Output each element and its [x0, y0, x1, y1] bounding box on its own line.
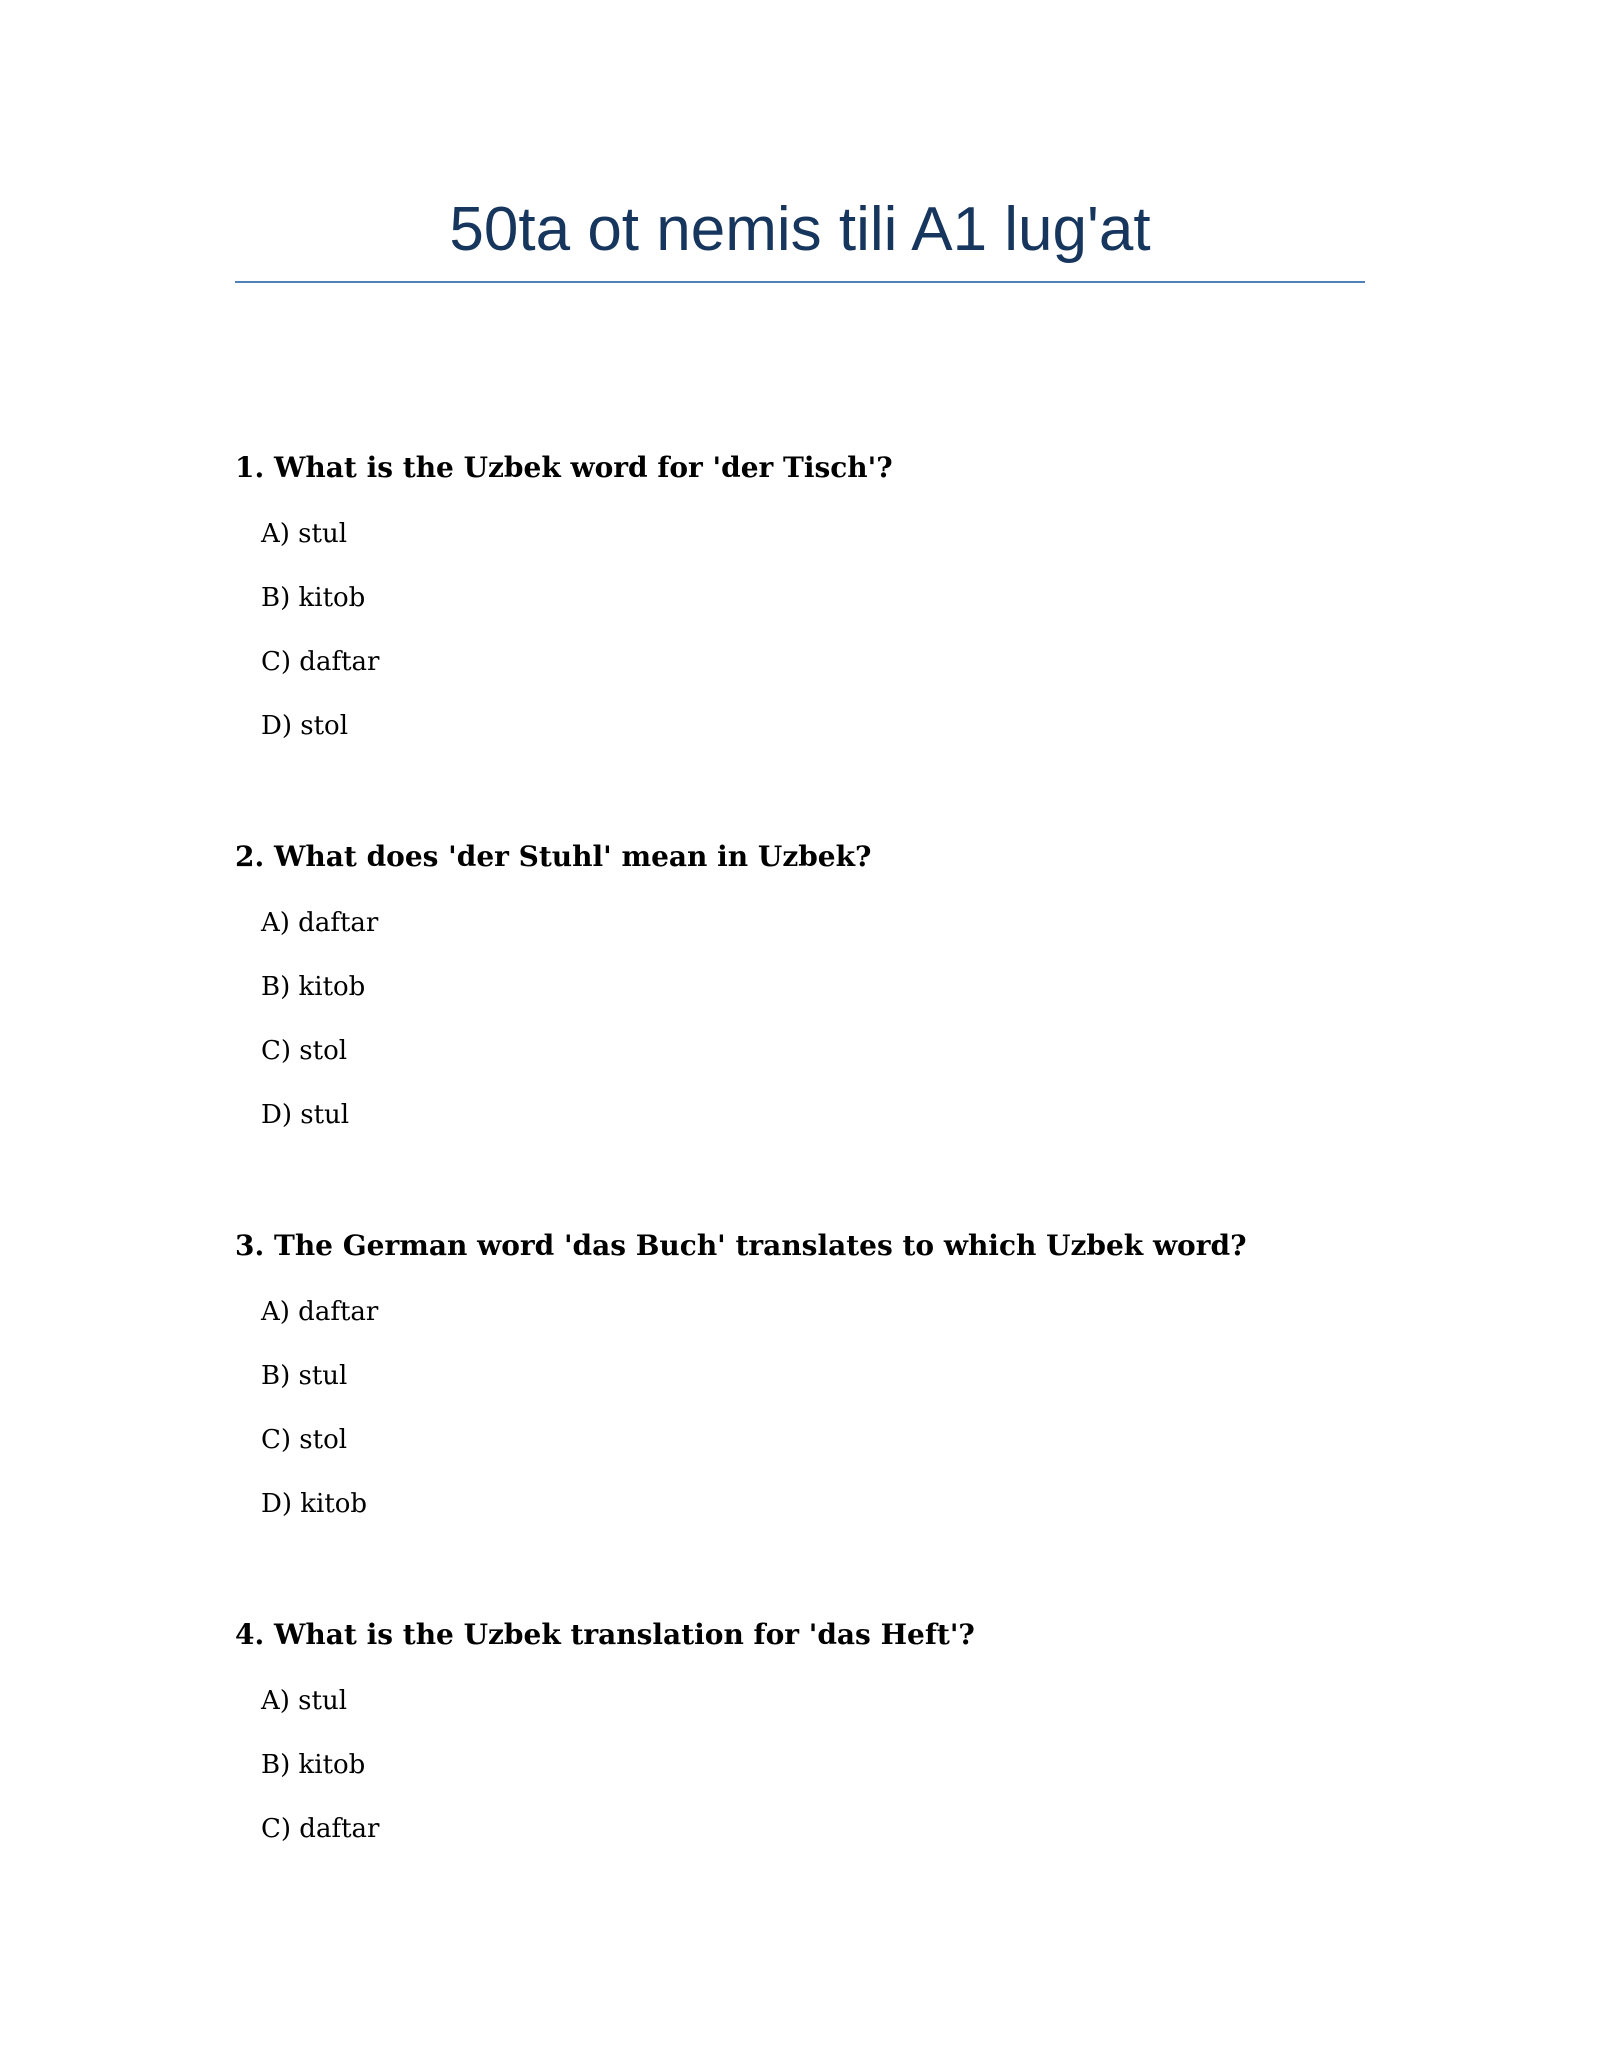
question-text: 1. What is the Uzbek word for 'der Tisch'?: [235, 451, 893, 484]
question-3: [235, 1226, 1365, 1519]
option-a: A) daftar: [261, 1297, 379, 1327]
question-1: [235, 448, 1365, 741]
question-4: [235, 1615, 1365, 1844]
option-a: A) daftar: [261, 908, 379, 938]
option-d: D) stol: [261, 711, 349, 741]
question-text: 4. What is the Uzbek translation for 'das Heft'?: [235, 1618, 975, 1651]
option-a: A) stul: [261, 519, 348, 549]
option-d: D) stul: [261, 1100, 350, 1130]
question-2: [235, 837, 1365, 1130]
option-c: C) stol: [261, 1036, 348, 1066]
option-b: B) kitob: [261, 1750, 366, 1780]
option-b: B) kitob: [261, 583, 366, 613]
question-text: 2. What does 'der Stuhl' mean in Uzbek?: [235, 840, 872, 873]
option-c: C) daftar: [261, 1814, 380, 1844]
option-d: D) kitob: [261, 1489, 368, 1519]
option-c: C) daftar: [261, 647, 380, 677]
option-c: C) stol: [261, 1425, 348, 1455]
option-b: B) kitob: [261, 972, 366, 1002]
title-underline: [235, 281, 1365, 283]
question-text: 3. The German word 'das Buch' translates to which Uzbek word?: [235, 1229, 1247, 1262]
option-b: B) stul: [261, 1361, 348, 1391]
document-title: 50ta ot nemis tili A1 lug'at: [449, 195, 1151, 264]
option-a: A) stul: [261, 1686, 348, 1716]
